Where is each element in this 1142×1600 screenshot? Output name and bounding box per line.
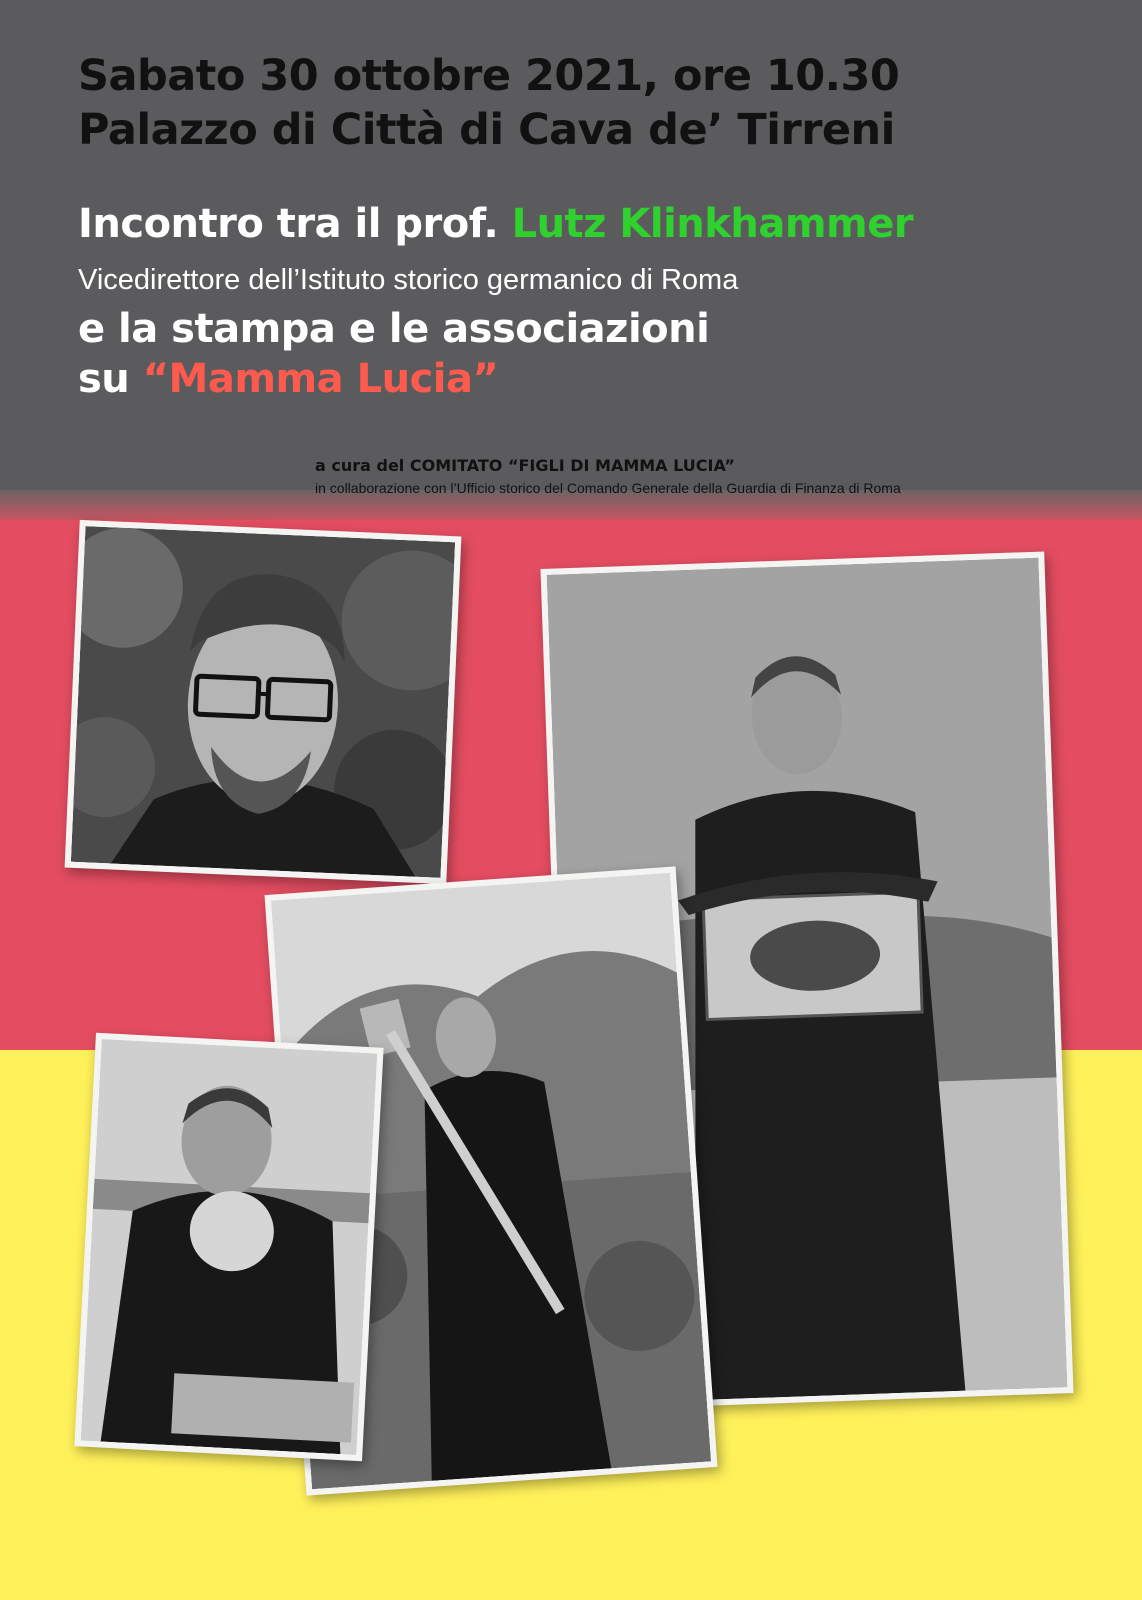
event-topic-line xyxy=(78,355,498,403)
incontro-prefix: Incontro tra il prof. xyxy=(78,201,499,247)
speaker-role: Vicedirettore dell’Istituto storico germanico di Roma xyxy=(78,264,739,296)
speaker-name: Lutz Klinkhammer xyxy=(511,201,914,247)
event-date: Sabato 30 ottobre 2021, ore 10.30 xyxy=(78,51,900,101)
speaker-portrait-photo xyxy=(65,520,462,884)
event-title xyxy=(78,200,913,248)
mamma-lucia-skull-photo xyxy=(74,1033,383,1462)
organizer-credit: a cura del COMITATO “FIGLI DI MAMMA LUCIA” xyxy=(315,456,735,475)
collaboration-credit: in collaborazione con l’Ufficio storico del Comando Generale della Guardia di Finanza di Roma xyxy=(315,480,901,496)
su-prefix: su xyxy=(78,356,130,402)
event-subtitle: e la stampa e le associazioni xyxy=(78,306,710,352)
event-venue: Palazzo di Città di Cava de’ Tirreni xyxy=(78,105,895,155)
event-topic: “Mamma Lucia” xyxy=(142,356,499,402)
